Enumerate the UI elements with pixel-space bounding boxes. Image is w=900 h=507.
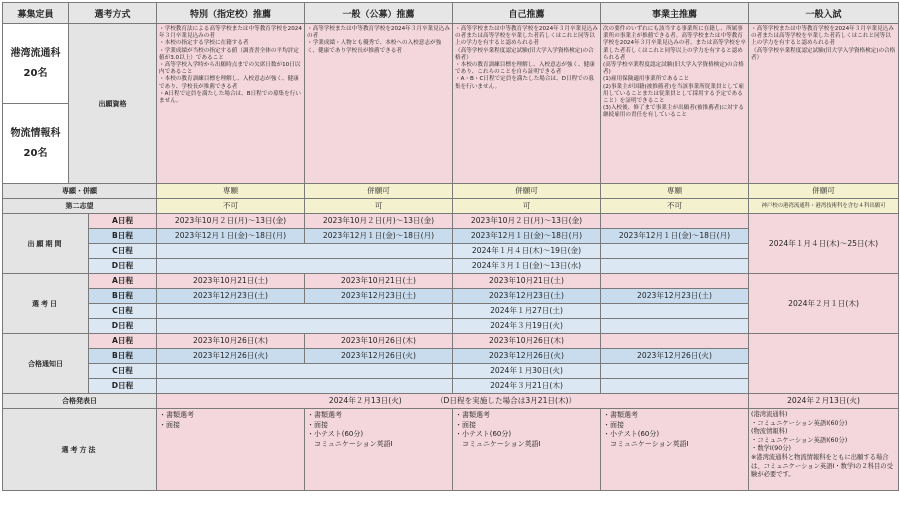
notice-b-general: 2023年12月26日(火) [305, 349, 453, 364]
concurrent-row [3, 184, 899, 199]
selection-employer-item: ・小テスト(60分) [603, 430, 660, 438]
eligibility-employer-item: (1)雇用保険適用事業所であること [603, 76, 690, 83]
notice-b-name: B日程 [89, 349, 157, 364]
header-row [3, 3, 899, 24]
eligibility-self-item: ・高等学校または中等教育学校を2024年３月卒業見込みの者または高等学校を卒業した者若しくはこれと同等以上の学力を有すると認められる者 [455, 26, 598, 47]
eligibility-special-item: ・A日程で定員を満たした場合は、B日程での募集を行いません。 [159, 90, 301, 105]
second-choice-employer: 不可 [601, 199, 749, 214]
selection-general-item: ・書類選考 [307, 411, 343, 419]
selection-general-item: ・面接 [307, 420, 329, 429]
application-b-self: 2023年12月１日(金)～18日(月) [453, 229, 601, 244]
header-special: 特別（指定校）推薦 [157, 3, 305, 24]
exam-date-c-name: C日程 [89, 304, 157, 319]
exam-date-c-blank2 [601, 304, 749, 319]
header-employer: 事業主推薦 [601, 3, 749, 24]
notice-d-blank [157, 379, 453, 394]
exam-date-d-self: 2024年３月19日(火) [453, 319, 601, 334]
selection-exam [749, 409, 899, 491]
header-method: 選考方式 [69, 3, 157, 24]
selection-label: 選考方法 [3, 409, 157, 491]
selection-exam-item: ※港湾流通科と物流情報科をともに出願する場合は、コミュニケーション英語Ⅰ・数学Ⅰの２科目の受験が必要です。 [751, 453, 893, 479]
header-general: 一般（公募）推薦 [305, 3, 453, 24]
concurrent-employer: 専願 [601, 184, 749, 199]
notice-b-employer: 2023年12月26日(火) [601, 349, 749, 364]
selection-self-item: ・面接 [455, 420, 477, 429]
selection-exam-item: ・数学Ⅰ(90分) [751, 445, 791, 453]
exam-date-b-special: 2023年12月23日(土) [157, 289, 305, 304]
eligibility-row-1 [3, 24, 899, 104]
eligibility-special-item: ・本校の指定する学校に在籍する者 [159, 40, 249, 47]
selection-special [157, 409, 305, 491]
exam-date-a-general: 2023年10月21日(土) [305, 274, 453, 289]
exam-date-d-blank2 [601, 319, 749, 334]
selection-exam-item: (物流情報科) [751, 428, 788, 436]
selection-general-item: ・小テスト(60分) [307, 430, 364, 438]
announcement-exam: 2024年２月13日(火) [749, 394, 899, 409]
application-b-general: 2023年12月１日(金)～18日(月) [305, 229, 453, 244]
eligibility-self [453, 24, 601, 184]
exam-date-b-employer: 2023年12月23日(土) [601, 289, 749, 304]
exam-date-a-name: A日程 [89, 274, 157, 289]
exam-date-b-general: 2023年12月23日(土) [305, 289, 453, 304]
admissions-table [2, 2, 899, 491]
notice-a-special: 2023年10月26日(木) [157, 334, 305, 349]
application-c-blank2 [601, 244, 749, 259]
selection-special-item: ・書類選考 [159, 411, 195, 419]
header-exam: 一般入試 [749, 3, 899, 24]
eligibility-self-item: ・A・B・C日程で定員を満たした場合は、D日程での募集を行いません。 [455, 76, 594, 90]
eligibility-label: 出願資格 [69, 24, 157, 184]
application-d-blank [157, 259, 453, 274]
application-a-special: 2023年10月２日(月)～13日(金) [157, 214, 305, 229]
concurrent-general: 併願可 [305, 184, 453, 199]
application-exam: 2024年１月４日(木)～25日(木) [749, 214, 899, 274]
second-choice-row [3, 199, 899, 214]
eligibility-employer-item: 次の要件のいずれにも該当する事業所に在籍し、所属事業所の事業主が推薦できる者。高等学校または中等教育学校を2024年３月卒業見込みの者、または高等学校を卒業した者若しくはこれと同等以上の学力を有すると認められる者 [603, 26, 746, 61]
notice-d-name: D日程 [89, 379, 157, 394]
application-c-self: 2024年１月４日(木)～19日(金) [453, 244, 601, 259]
selection-row [3, 409, 899, 491]
second-choice-exam: 神戸校の港湾流通科・港湾技術科を含む４科出願可 [749, 199, 899, 214]
concurrent-self: 併願可 [453, 184, 601, 199]
notice-c-self: 2024年１月30日(火) [453, 364, 601, 379]
notice-c-name: C日程 [89, 364, 157, 379]
eligibility-exam [749, 24, 899, 184]
application-b-special: 2023年12月１日(金)～18日(月) [157, 229, 305, 244]
eligibility-special-item: ・本校の教育訓練目標を理解し、入校意志が強く、健康であり、学校長が推薦できる者 [159, 76, 299, 90]
application-a-employer [601, 214, 749, 229]
application-b-employer: 2023年12月１日(金)～18日(月) [601, 229, 749, 244]
eligibility-special-item: ・学業成績が当校の指定する値（調査書全体の平均評定値が3.0以上）であること [159, 47, 299, 61]
second-choice-self: 可 [453, 199, 601, 214]
notice-b-self: 2023年12月26日(火) [453, 349, 601, 364]
selection-self-item: ・小テスト(60分) [455, 430, 512, 438]
exam-date-a-employer [601, 274, 749, 289]
eligibility-employer-item: (2)事業主が国籍(被推薦者)を当該事業所従業員として雇用していることまたは従業員として採用する予定であること）を証明できること [603, 83, 744, 105]
selection-employer [601, 409, 749, 491]
notice-a-self: 2023年10月26日(木) [453, 334, 601, 349]
notice-d-self: 2024年３月21日(木) [453, 379, 601, 394]
selection-general [305, 409, 453, 491]
exam-date-c-self: 2024年１月27日(土) [453, 304, 601, 319]
application-a-name: A日程 [89, 214, 157, 229]
application-row-a [3, 214, 899, 229]
exam-date-c-blank [157, 304, 453, 319]
exam-date-b-name: B日程 [89, 289, 157, 304]
eligibility-exam-item: （高等学校卒業程度認定試験(旧大学入学資格検定)の合格者） [751, 47, 896, 61]
concurrent-exam: 併願可 [749, 184, 899, 199]
department-harbor [3, 24, 69, 104]
notice-d-blank2 [601, 379, 749, 394]
second-choice-general: 可 [305, 199, 453, 214]
application-c-name: C日程 [89, 244, 157, 259]
selection-exam-item: (港湾流通科) [751, 411, 788, 418]
eligibility-special-item: ・学校教育法による高等学校または中等教育学校を2024年３月卒業見込みの者 [159, 26, 302, 40]
department-logistics-quota: 20名 [23, 147, 48, 159]
eligibility-general-item: ・学業成績・人物とも優秀で、本校への入校意志が強く、健康であり学校長が推薦できる者 [307, 40, 442, 54]
application-b-name: B日程 [89, 229, 157, 244]
notice-a-general: 2023年10月26日(木) [305, 334, 453, 349]
eligibility-exam-item: ・高等学校または中等教育学校を2024年３月卒業見込みの者または高等学校を卒業した者若しくはこれと同等以上の学力を有すると認められる者 [751, 26, 894, 47]
concurrent-label: 専願・併願 [3, 184, 157, 199]
eligibility-employer [601, 24, 749, 184]
concurrent-special: 専願 [157, 184, 305, 199]
application-c-blank [157, 244, 453, 259]
eligibility-self-item: ・本校の教育訓練目標を理解し、入校意志が強く、健康であり、これらのことを自ら証明できる者 [455, 62, 595, 76]
eligibility-special [157, 24, 305, 184]
eligibility-general-item: ・高等学校または中等教育学校を2024年３月卒業見込みの者 [307, 26, 450, 40]
selection-exam-item: ・コミュニケーション英語Ⅰ(60分) [751, 436, 848, 444]
exam-date-a-special: 2023年10月21日(土) [157, 274, 305, 289]
notice-exam-blank [749, 334, 899, 394]
exam-date-a-self: 2023年10月21日(土) [453, 274, 601, 289]
notice-a-name: A日程 [89, 334, 157, 349]
exam-date-label: 選考日 [3, 274, 89, 334]
application-period-label: 出願期間 [3, 214, 89, 274]
eligibility-self-item: （高等学校卒業程度認定試験(旧大学入学資格検定)の合格者） [455, 47, 594, 61]
eligibility-special-item: ・高等学校入学時から出願時点までの欠席日数が10日以内であること [159, 62, 301, 76]
notice-b-special: 2023年12月26日(火) [157, 349, 305, 364]
application-d-self: 2024年３月１日(金)～13日(水) [453, 259, 601, 274]
selection-self [453, 409, 601, 491]
notice-a-employer [601, 334, 749, 349]
exam-date-row-a [3, 274, 899, 289]
selection-employer-item: コミュニケーション英語Ⅰ [603, 439, 689, 448]
announcement-label: 合格発表日 [3, 394, 157, 409]
notice-c-blank [157, 364, 453, 379]
exam-date-exam: 2024年２月１日(木) [749, 274, 899, 334]
header-quota: 募集定員 [3, 3, 69, 24]
department-logistics-name: 物流情報科 [10, 127, 61, 139]
selection-self-item: コミュニケーション英語Ⅰ [455, 439, 541, 448]
exam-date-d-name: D日程 [89, 319, 157, 334]
department-harbor-quota: 20名 [23, 67, 48, 79]
exam-date-d-blank [157, 319, 453, 334]
department-logistics [3, 104, 69, 184]
notice-label: 合格通知日 [3, 334, 89, 394]
notice-row-a [3, 334, 899, 349]
eligibility-general [305, 24, 453, 184]
selection-employer-item: ・書類選考 [603, 411, 639, 419]
announcement-recommend: 2024年２月13日(火) （D日程を実施した場合は3月21日(木)） [157, 394, 749, 409]
second-choice-special: 不可 [157, 199, 305, 214]
notice-c-blank2 [601, 364, 749, 379]
application-a-self: 2023年10月２日(月)～13日(金) [453, 214, 601, 229]
eligibility-employer-item: (高等学校卒業程度認定試験(旧大学入学資格検定)の合格者) [603, 62, 744, 76]
header-self: 自己推薦 [453, 3, 601, 24]
selection-exam-item: ・コミュニケーション英語Ⅰ(60分) [751, 419, 848, 427]
department-harbor-name: 港湾流通科 [10, 47, 61, 59]
selection-employer-item: ・面接 [603, 420, 625, 429]
application-d-name: D日程 [89, 259, 157, 274]
application-d-blank2 [601, 259, 749, 274]
announcement-row [3, 394, 899, 409]
eligibility-employer-item: (3)入校後、修了まで事業主が出願者(被推薦者)に対する継続雇用の責任を有していること [603, 105, 744, 119]
second-choice-label: 第二志望 [3, 199, 157, 214]
application-a-general: 2023年10月２日(月)～13日(金) [305, 214, 453, 229]
exam-date-b-self: 2023年12月23日(土) [453, 289, 601, 304]
selection-general-item: コミュニケーション英語Ⅰ [307, 439, 393, 448]
selection-self-item: ・書類選考 [455, 411, 491, 419]
selection-special-item: ・面接 [159, 420, 181, 429]
